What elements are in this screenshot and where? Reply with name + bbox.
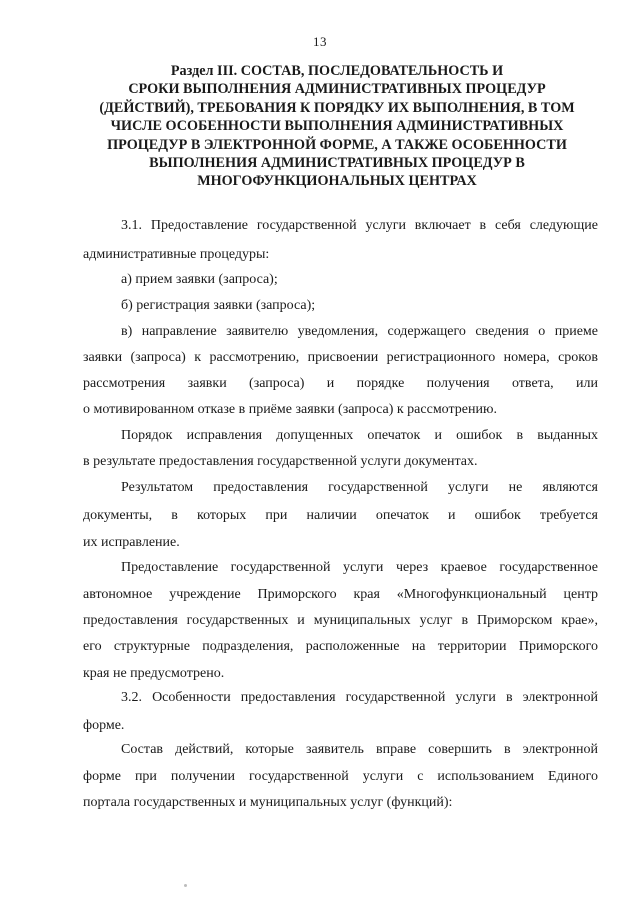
text-line: Состав действий, которые заявитель вправе совершить в электронной [121,742,598,757]
text-line: в) направление заявителю уведомления, содержащего сведения о приеме [121,324,598,339]
text-line: заявки (запроса) к рассмотрению, присвоении регистрационного номера, сроков [83,350,598,365]
text-line: б) регистрация заявки (запроса); [121,298,316,313]
text-line: их исправление. [83,535,180,550]
text-line: административные процедуры: [83,247,270,262]
text-line: Предоставление государственной услуги через краевое государственное [121,560,598,575]
heading-line: ЧИСЛЕ ОСОБЕННОСТИ ВЫПОЛНЕНИЯ АДМИНИСТРАТИВНЫХ [110,118,564,135]
heading-line: (ДЕЙСТВИЙ), ТРЕБОВАНИЯ К ПОРЯДКУ ИХ ВЫПОЛНЕНИЯ, В ТОМ [99,99,575,116]
scan-speck [184,884,187,887]
text-line: края не предусмотрено. [83,666,225,681]
text-line: 3.1. Предоставление государственной услуги включает в себя следующие [121,218,598,233]
heading-line: МНОГОФУНКЦИОНАЛЬНЫХ ЦЕНТРАХ [197,173,477,190]
text-line: предоставления государственных и муниципальных услуг в Приморском крае», [83,613,598,628]
text-line: Результатом предоставления государственной услуги не являются [121,480,598,495]
section-heading [78,62,596,191]
text-line: 3.2. Особенности предоставления государственной услуги в электронной [121,690,598,705]
text-line: портала государственных и муниципальных услуг (функций): [83,795,453,810]
text-line: о мотивированном отказе в приёме заявки (запроса) к рассмотрению. [83,402,497,417]
heading-line: Раздел III. СОСТАВ, ПОСЛЕДОВАТЕЛЬНОСТЬ И [170,63,504,79]
text-line: рассмотрения заявки (запроса) и порядке получения ответа, или [83,376,598,391]
text-line: его структурные подразделения, расположенные на территории Приморского [83,639,598,654]
text-line: в результате предоставления государственной услуги документах. [83,454,478,469]
text-line: Порядок исправления допущенных опечаток и ошибок в выданных [121,428,598,443]
heading-line: ПРОЦЕДУР В ЭЛЕКТРОННОЙ ФОРМЕ, А ТАКЖЕ ОСОБЕННОСТИ [107,136,567,153]
text-line: форме. [83,718,125,733]
heading-line: ВЫПОЛНЕНИЯ АДМИНИСТРАТИВНЫХ ПРОЦЕДУР В [149,155,525,172]
page-number: 13 [313,34,327,49]
text-line: форме при получении государственной услуги с использованием Единого [83,769,598,784]
heading-line: СРОКИ ВЫПОЛНЕНИЯ АДМИНИСТРАТИВНЫХ ПРОЦЕДУР [128,81,546,98]
text-line: а) прием заявки (запроса); [121,272,278,287]
text-line: документы, в которых при наличии опечаток и ошибок требуется [83,508,598,523]
text-line: автономное учреждение Приморского края «Многофункциональный центр [83,587,598,602]
